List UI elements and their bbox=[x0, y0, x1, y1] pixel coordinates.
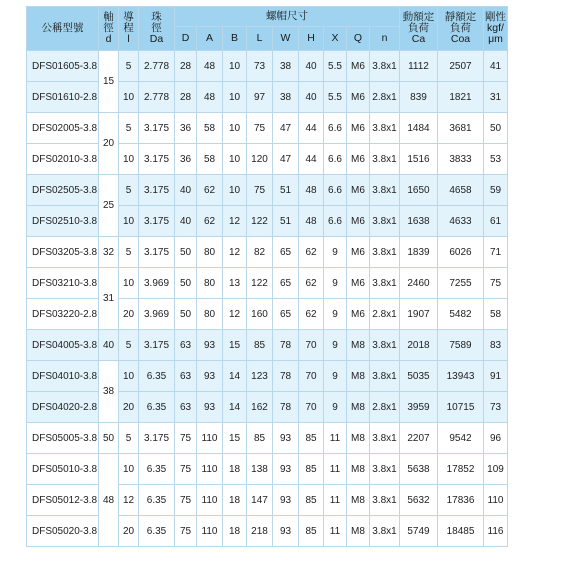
table-row bbox=[27, 113, 508, 144]
cell-coa: 5482 bbox=[438, 299, 484, 330]
cell-l: 75 bbox=[247, 113, 273, 144]
header-col-X: X bbox=[324, 27, 347, 51]
cell-da: 6.35 bbox=[139, 361, 175, 392]
cell-coa: 17852 bbox=[438, 454, 484, 485]
cell-da: 6.35 bbox=[139, 485, 175, 516]
cell-q: M8 bbox=[347, 361, 370, 392]
cell-n: 3.8x1 bbox=[370, 144, 400, 175]
header-col-Q: Q bbox=[347, 27, 370, 51]
cell-l: 10 bbox=[119, 454, 139, 485]
cell-d: 40 bbox=[175, 175, 197, 206]
cell-ca: 1907 bbox=[400, 299, 438, 330]
cell-d: 36 bbox=[175, 144, 197, 175]
cell-d: 28 bbox=[175, 82, 197, 113]
cell-shaft-diameter: 48 bbox=[99, 454, 119, 547]
cell-l: 73 bbox=[247, 51, 273, 82]
cell-n: 3.8x1 bbox=[370, 51, 400, 82]
cell-b: 13 bbox=[223, 268, 247, 299]
header-col-W: W bbox=[273, 27, 299, 51]
cell-da: 3.969 bbox=[139, 268, 175, 299]
table-row bbox=[27, 175, 508, 206]
cell-ca: 5632 bbox=[400, 485, 438, 516]
cell-model: DFS05005-3.8 bbox=[27, 423, 99, 454]
cell-l: 20 bbox=[119, 392, 139, 423]
cell-h: 62 bbox=[299, 299, 324, 330]
cell-a: 80 bbox=[197, 237, 223, 268]
cell-model: DFS01610-2.8 bbox=[27, 82, 99, 113]
cell-k: 71 bbox=[484, 237, 508, 268]
table-row bbox=[27, 361, 508, 392]
cell-coa: 13943 bbox=[438, 361, 484, 392]
cell-d: 75 bbox=[175, 454, 197, 485]
cell-coa: 7589 bbox=[438, 330, 484, 361]
cell-a: 93 bbox=[197, 361, 223, 392]
cell-x: 9 bbox=[324, 299, 347, 330]
cell-d: 36 bbox=[175, 113, 197, 144]
cell-b: 18 bbox=[223, 516, 247, 547]
cell-n: 2.8x1 bbox=[370, 299, 400, 330]
cell-l: 162 bbox=[247, 392, 273, 423]
cell-n: 2.8x1 bbox=[370, 392, 400, 423]
cell-ca: 1516 bbox=[400, 144, 438, 175]
cell-model: DFS02505-3.8 bbox=[27, 175, 99, 206]
cell-coa: 3681 bbox=[438, 113, 484, 144]
cell-l: 5 bbox=[119, 51, 139, 82]
cell-coa: 3833 bbox=[438, 144, 484, 175]
cell-b: 10 bbox=[223, 51, 247, 82]
cell-da: 3.175 bbox=[139, 330, 175, 361]
cell-h: 48 bbox=[299, 175, 324, 206]
cell-l: 122 bbox=[247, 206, 273, 237]
table-row bbox=[27, 237, 508, 268]
cell-n: 3.8x1 bbox=[370, 237, 400, 268]
cell-n: 3.8x1 bbox=[370, 175, 400, 206]
header-dynamic-load: 動額定 負荷 Ca bbox=[400, 7, 438, 51]
cell-coa: 4633 bbox=[438, 206, 484, 237]
cell-w: 65 bbox=[273, 299, 299, 330]
cell-q: M8 bbox=[347, 423, 370, 454]
cell-x: 6.6 bbox=[324, 175, 347, 206]
cell-x: 6.6 bbox=[324, 113, 347, 144]
cell-da: 3.175 bbox=[139, 175, 175, 206]
cell-l: 5 bbox=[119, 175, 139, 206]
cell-da: 6.35 bbox=[139, 392, 175, 423]
header-model: 公稱型號 bbox=[27, 7, 99, 51]
cell-h: 85 bbox=[299, 516, 324, 547]
cell-k: 91 bbox=[484, 361, 508, 392]
cell-a: 110 bbox=[197, 423, 223, 454]
cell-shaft-diameter: 31 bbox=[99, 268, 119, 330]
cell-w: 65 bbox=[273, 237, 299, 268]
cell-l: 5 bbox=[119, 330, 139, 361]
cell-l: 138 bbox=[247, 454, 273, 485]
header-shaft-diameter: 軸 徑 d bbox=[99, 7, 119, 51]
cell-b: 10 bbox=[223, 82, 247, 113]
cell-q: M8 bbox=[347, 516, 370, 547]
cell-model: DFS04020-2.8 bbox=[27, 392, 99, 423]
cell-coa: 17836 bbox=[438, 485, 484, 516]
cell-w: 78 bbox=[273, 330, 299, 361]
cell-k: 58 bbox=[484, 299, 508, 330]
cell-coa: 1821 bbox=[438, 82, 484, 113]
cell-x: 9 bbox=[324, 268, 347, 299]
cell-q: M6 bbox=[347, 237, 370, 268]
cell-b: 18 bbox=[223, 485, 247, 516]
cell-w: 38 bbox=[273, 82, 299, 113]
cell-d: 40 bbox=[175, 206, 197, 237]
cell-x: 9 bbox=[324, 237, 347, 268]
cell-ca: 2460 bbox=[400, 268, 438, 299]
cell-w: 47 bbox=[273, 144, 299, 175]
cell-h: 44 bbox=[299, 113, 324, 144]
cell-d: 50 bbox=[175, 268, 197, 299]
cell-coa: 9542 bbox=[438, 423, 484, 454]
cell-a: 80 bbox=[197, 268, 223, 299]
cell-ca: 1112 bbox=[400, 51, 438, 82]
cell-a: 62 bbox=[197, 175, 223, 206]
cell-q: M8 bbox=[347, 485, 370, 516]
cell-coa: 6026 bbox=[438, 237, 484, 268]
cell-k: 96 bbox=[484, 423, 508, 454]
cell-a: 110 bbox=[197, 454, 223, 485]
cell-x: 11 bbox=[324, 423, 347, 454]
cell-x: 5.5 bbox=[324, 51, 347, 82]
cell-d: 63 bbox=[175, 392, 197, 423]
cell-model: DFS03210-3.8 bbox=[27, 268, 99, 299]
cell-l: 85 bbox=[247, 330, 273, 361]
cell-k: 41 bbox=[484, 51, 508, 82]
header-lead: 導 程 l bbox=[119, 7, 139, 51]
cell-ca: 1484 bbox=[400, 113, 438, 144]
ball-screw-spec-table bbox=[26, 6, 508, 547]
cell-d: 63 bbox=[175, 361, 197, 392]
cell-n: 3.8x1 bbox=[370, 361, 400, 392]
cell-w: 78 bbox=[273, 361, 299, 392]
cell-l: 123 bbox=[247, 361, 273, 392]
header-col-D: D bbox=[175, 27, 197, 51]
cell-l: 122 bbox=[247, 268, 273, 299]
cell-l: 147 bbox=[247, 485, 273, 516]
cell-d: 75 bbox=[175, 516, 197, 547]
cell-da: 3.175 bbox=[139, 423, 175, 454]
cell-h: 85 bbox=[299, 485, 324, 516]
cell-l: 10 bbox=[119, 361, 139, 392]
header-col-H: H bbox=[299, 27, 324, 51]
cell-q: M6 bbox=[347, 82, 370, 113]
cell-x: 9 bbox=[324, 392, 347, 423]
cell-h: 70 bbox=[299, 330, 324, 361]
cell-q: M8 bbox=[347, 330, 370, 361]
cell-shaft-diameter: 15 bbox=[99, 51, 119, 113]
cell-k: 75 bbox=[484, 268, 508, 299]
cell-h: 70 bbox=[299, 392, 324, 423]
header-stiffness: 剛性 kgf/ μm bbox=[484, 7, 508, 51]
cell-model: DFS05012-3.8 bbox=[27, 485, 99, 516]
table-row bbox=[27, 51, 508, 82]
cell-k: 50 bbox=[484, 113, 508, 144]
cell-coa: 7255 bbox=[438, 268, 484, 299]
cell-x: 5.5 bbox=[324, 82, 347, 113]
cell-h: 40 bbox=[299, 82, 324, 113]
cell-ca: 3959 bbox=[400, 392, 438, 423]
cell-a: 93 bbox=[197, 330, 223, 361]
header-nut-dimensions: 螺帽尺寸 bbox=[175, 7, 400, 27]
cell-a: 58 bbox=[197, 113, 223, 144]
cell-l: 10 bbox=[119, 144, 139, 175]
cell-w: 93 bbox=[273, 454, 299, 485]
cell-model: DFS03205-3.8 bbox=[27, 237, 99, 268]
cell-k: 59 bbox=[484, 175, 508, 206]
cell-model: DFS04005-3.8 bbox=[27, 330, 99, 361]
cell-b: 15 bbox=[223, 330, 247, 361]
cell-w: 93 bbox=[273, 485, 299, 516]
cell-ca: 2018 bbox=[400, 330, 438, 361]
cell-k: 53 bbox=[484, 144, 508, 175]
cell-l: 5 bbox=[119, 237, 139, 268]
cell-da: 2.778 bbox=[139, 82, 175, 113]
table-row bbox=[27, 330, 508, 361]
cell-w: 93 bbox=[273, 516, 299, 547]
header-col-n: n bbox=[370, 27, 400, 51]
cell-b: 10 bbox=[223, 175, 247, 206]
cell-n: 3.8x1 bbox=[370, 330, 400, 361]
cell-d: 75 bbox=[175, 485, 197, 516]
cell-q: M8 bbox=[347, 392, 370, 423]
cell-w: 47 bbox=[273, 113, 299, 144]
cell-x: 11 bbox=[324, 516, 347, 547]
cell-da: 6.35 bbox=[139, 454, 175, 485]
cell-a: 110 bbox=[197, 516, 223, 547]
cell-d: 28 bbox=[175, 51, 197, 82]
cell-l: 10 bbox=[119, 206, 139, 237]
cell-b: 12 bbox=[223, 237, 247, 268]
cell-l: 97 bbox=[247, 82, 273, 113]
cell-b: 12 bbox=[223, 206, 247, 237]
cell-da: 6.35 bbox=[139, 516, 175, 547]
cell-w: 51 bbox=[273, 206, 299, 237]
cell-n: 3.8x1 bbox=[370, 485, 400, 516]
cell-q: M6 bbox=[347, 51, 370, 82]
cell-w: 93 bbox=[273, 423, 299, 454]
cell-model: DFS02510-3.8 bbox=[27, 206, 99, 237]
cell-coa: 2507 bbox=[438, 51, 484, 82]
table-row bbox=[27, 268, 508, 299]
cell-k: 110 bbox=[484, 485, 508, 516]
cell-ca: 1650 bbox=[400, 175, 438, 206]
cell-w: 38 bbox=[273, 51, 299, 82]
cell-a: 48 bbox=[197, 82, 223, 113]
table-header bbox=[27, 7, 508, 51]
cell-b: 10 bbox=[223, 113, 247, 144]
cell-n: 2.8x1 bbox=[370, 82, 400, 113]
cell-shaft-diameter: 38 bbox=[99, 361, 119, 423]
cell-model: DFS04010-3.8 bbox=[27, 361, 99, 392]
cell-x: 9 bbox=[324, 361, 347, 392]
cell-d: 63 bbox=[175, 330, 197, 361]
cell-x: 6.6 bbox=[324, 144, 347, 175]
cell-h: 85 bbox=[299, 423, 324, 454]
cell-a: 93 bbox=[197, 392, 223, 423]
cell-q: M6 bbox=[347, 175, 370, 206]
header-ball-diameter: 珠 徑 Da bbox=[139, 7, 175, 51]
table-row bbox=[27, 454, 508, 485]
header-col-B: B bbox=[223, 27, 247, 51]
cell-k: 116 bbox=[484, 516, 508, 547]
cell-ca: 2207 bbox=[400, 423, 438, 454]
cell-x: 11 bbox=[324, 454, 347, 485]
table-row bbox=[27, 423, 508, 454]
cell-da: 3.175 bbox=[139, 144, 175, 175]
cell-x: 9 bbox=[324, 330, 347, 361]
cell-ca: 5035 bbox=[400, 361, 438, 392]
cell-l: 85 bbox=[247, 423, 273, 454]
cell-w: 65 bbox=[273, 268, 299, 299]
header-static-load: 靜額定 負荷 Coa bbox=[438, 7, 484, 51]
cell-q: M6 bbox=[347, 299, 370, 330]
cell-n: 3.8x1 bbox=[370, 268, 400, 299]
cell-shaft-diameter: 50 bbox=[99, 423, 119, 454]
cell-coa: 4658 bbox=[438, 175, 484, 206]
cell-model: DFS01605-3.8 bbox=[27, 51, 99, 82]
cell-da: 3.969 bbox=[139, 299, 175, 330]
cell-n: 3.8x1 bbox=[370, 206, 400, 237]
cell-shaft-diameter: 40 bbox=[99, 330, 119, 361]
cell-n: 3.8x1 bbox=[370, 423, 400, 454]
cell-q: M6 bbox=[347, 144, 370, 175]
cell-l: 120 bbox=[247, 144, 273, 175]
cell-n: 3.8x1 bbox=[370, 113, 400, 144]
cell-model: DFS05010-3.8 bbox=[27, 454, 99, 485]
cell-h: 48 bbox=[299, 206, 324, 237]
cell-l: 20 bbox=[119, 299, 139, 330]
table-body bbox=[27, 51, 508, 547]
cell-l: 5 bbox=[119, 113, 139, 144]
cell-q: M8 bbox=[347, 454, 370, 485]
cell-l: 10 bbox=[119, 82, 139, 113]
cell-model: DFS02010-3.8 bbox=[27, 144, 99, 175]
cell-l: 10 bbox=[119, 268, 139, 299]
cell-shaft-diameter: 25 bbox=[99, 175, 119, 237]
header-col-L: L bbox=[247, 27, 273, 51]
cell-ca: 1638 bbox=[400, 206, 438, 237]
cell-b: 10 bbox=[223, 144, 247, 175]
cell-b: 18 bbox=[223, 454, 247, 485]
cell-w: 78 bbox=[273, 392, 299, 423]
cell-h: 40 bbox=[299, 51, 324, 82]
cell-model: DFS02005-3.8 bbox=[27, 113, 99, 144]
cell-w: 51 bbox=[273, 175, 299, 206]
cell-ca: 5749 bbox=[400, 516, 438, 547]
cell-b: 14 bbox=[223, 361, 247, 392]
cell-x: 11 bbox=[324, 485, 347, 516]
cell-a: 110 bbox=[197, 485, 223, 516]
cell-b: 15 bbox=[223, 423, 247, 454]
cell-k: 73 bbox=[484, 392, 508, 423]
cell-k: 109 bbox=[484, 454, 508, 485]
cell-q: M6 bbox=[347, 206, 370, 237]
cell-l: 5 bbox=[119, 423, 139, 454]
cell-b: 14 bbox=[223, 392, 247, 423]
cell-x: 6.6 bbox=[324, 206, 347, 237]
cell-l: 82 bbox=[247, 237, 273, 268]
cell-ca: 5638 bbox=[400, 454, 438, 485]
cell-l: 75 bbox=[247, 175, 273, 206]
cell-da: 3.175 bbox=[139, 113, 175, 144]
cell-da: 2.778 bbox=[139, 51, 175, 82]
cell-d: 75 bbox=[175, 423, 197, 454]
header-col-A: A bbox=[197, 27, 223, 51]
cell-ca: 1839 bbox=[400, 237, 438, 268]
cell-d: 50 bbox=[175, 237, 197, 268]
cell-h: 70 bbox=[299, 361, 324, 392]
cell-l: 160 bbox=[247, 299, 273, 330]
cell-b: 12 bbox=[223, 299, 247, 330]
cell-da: 3.175 bbox=[139, 237, 175, 268]
cell-k: 31 bbox=[484, 82, 508, 113]
cell-a: 80 bbox=[197, 299, 223, 330]
cell-l: 20 bbox=[119, 516, 139, 547]
cell-coa: 18485 bbox=[438, 516, 484, 547]
cell-q: M6 bbox=[347, 113, 370, 144]
cell-k: 61 bbox=[484, 206, 508, 237]
cell-a: 58 bbox=[197, 144, 223, 175]
cell-d: 50 bbox=[175, 299, 197, 330]
cell-h: 44 bbox=[299, 144, 324, 175]
cell-l: 218 bbox=[247, 516, 273, 547]
cell-k: 83 bbox=[484, 330, 508, 361]
cell-a: 48 bbox=[197, 51, 223, 82]
cell-ca: 839 bbox=[400, 82, 438, 113]
cell-da: 3.175 bbox=[139, 206, 175, 237]
cell-q: M6 bbox=[347, 268, 370, 299]
cell-shaft-diameter: 20 bbox=[99, 113, 119, 175]
cell-n: 3.8x1 bbox=[370, 516, 400, 547]
cell-a: 62 bbox=[197, 206, 223, 237]
cell-l: 12 bbox=[119, 485, 139, 516]
cell-n: 3.8x1 bbox=[370, 454, 400, 485]
cell-model: DFS05020-3.8 bbox=[27, 516, 99, 547]
cell-model: DFS03220-2.8 bbox=[27, 299, 99, 330]
cell-h: 62 bbox=[299, 237, 324, 268]
cell-h: 85 bbox=[299, 454, 324, 485]
cell-h: 62 bbox=[299, 268, 324, 299]
cell-coa: 10715 bbox=[438, 392, 484, 423]
cell-shaft-diameter: 32 bbox=[99, 237, 119, 268]
